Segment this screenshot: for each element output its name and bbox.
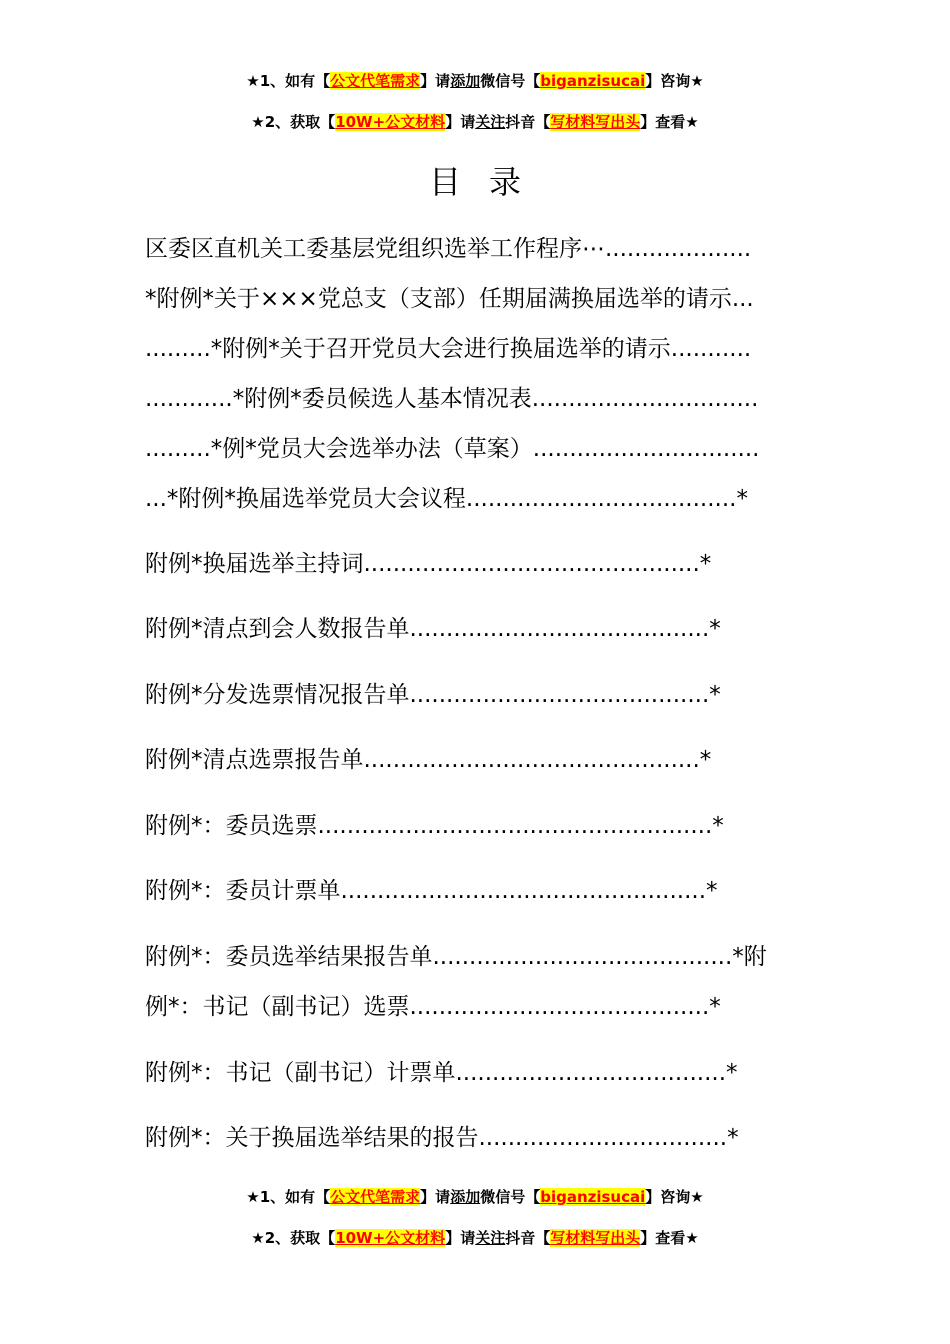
douyin-account: 写材料写出头 — [550, 113, 641, 131]
highlight-text: 10W+公文材料 — [335, 113, 446, 131]
footer-promo-line-2: ★2、获取【10W+公文材料】请关注抖音【写材料写出头】查看★ — [251, 1229, 699, 1247]
footer-promo-line-1: ★1、如有【公文代笔需求】请添加微信号【biganzisucai】咨询★ — [246, 1188, 704, 1206]
toc-entry: 附例*：委员选举结果报告单.........................................*附 — [145, 944, 767, 970]
toc-entry: 附例*：委员选票......................................................* — [145, 813, 724, 839]
highlight-text: 公文代笔需求 — [330, 1188, 421, 1206]
toc-entry: .........*例*党员大会选举办法（草案）............................... — [145, 436, 760, 462]
star-icon: ★ — [251, 113, 265, 131]
header-promo-line-2: ★2、获取【10W+公文材料】请关注抖音【写材料写出头】查看★ — [251, 113, 699, 131]
toc-entry: .........*附例*关于召开党员大会进行换届选举的请示........... — [145, 336, 752, 362]
star-icon: ★ — [251, 1229, 265, 1247]
toc-entry: 区委区直机关工委基层党组织选举工作程序⋯.................... — [145, 236, 752, 262]
wechat-id: biganzisucai — [540, 72, 646, 90]
highlight-text: 10W+公文材料 — [335, 1229, 446, 1247]
toc-entry: 附例*清点选票报告单..............................................* — [145, 747, 712, 773]
toc-entry: ...*附例*换届选举党员大会议程.....................................* — [145, 486, 748, 512]
toc-entry: 附例*清点到会人数报告单.........................................* — [145, 616, 721, 642]
highlight-text: 公文代笔需求 — [330, 72, 421, 90]
toc-entry: ............*附例*委员候选人基本情况表............................... — [145, 386, 759, 412]
toc-entry: 附例*分发选票情况报告单.........................................* — [145, 682, 721, 708]
header-promo-line-1: ★1、如有【公文代笔需求】请添加微信号【biganzisucai】咨询★ — [246, 72, 704, 90]
star-icon: ★ — [246, 72, 260, 90]
toc-entry: 附例*换届选举主持词..............................................* — [145, 551, 712, 577]
toc-entry: 附例*：书记（副书记）计票单.....................................* — [145, 1060, 738, 1086]
wechat-id: biganzisucai — [540, 1188, 646, 1206]
page-title: 目录 — [428, 163, 549, 201]
toc-entry: 附例*：关于换届选举结果的报告..................................* — [145, 1125, 739, 1151]
toc-entry: 附例*：委员计票单..................................................* — [145, 878, 718, 904]
star-icon: ★ — [246, 1188, 260, 1206]
toc-entry: 例*：书记（副书记）选票.........................................* — [145, 994, 721, 1020]
toc-entry: *附例*关于×××党总支（支部）任期届满换届选举的请示... — [145, 286, 754, 312]
douyin-account: 写材料写出头 — [550, 1229, 641, 1247]
